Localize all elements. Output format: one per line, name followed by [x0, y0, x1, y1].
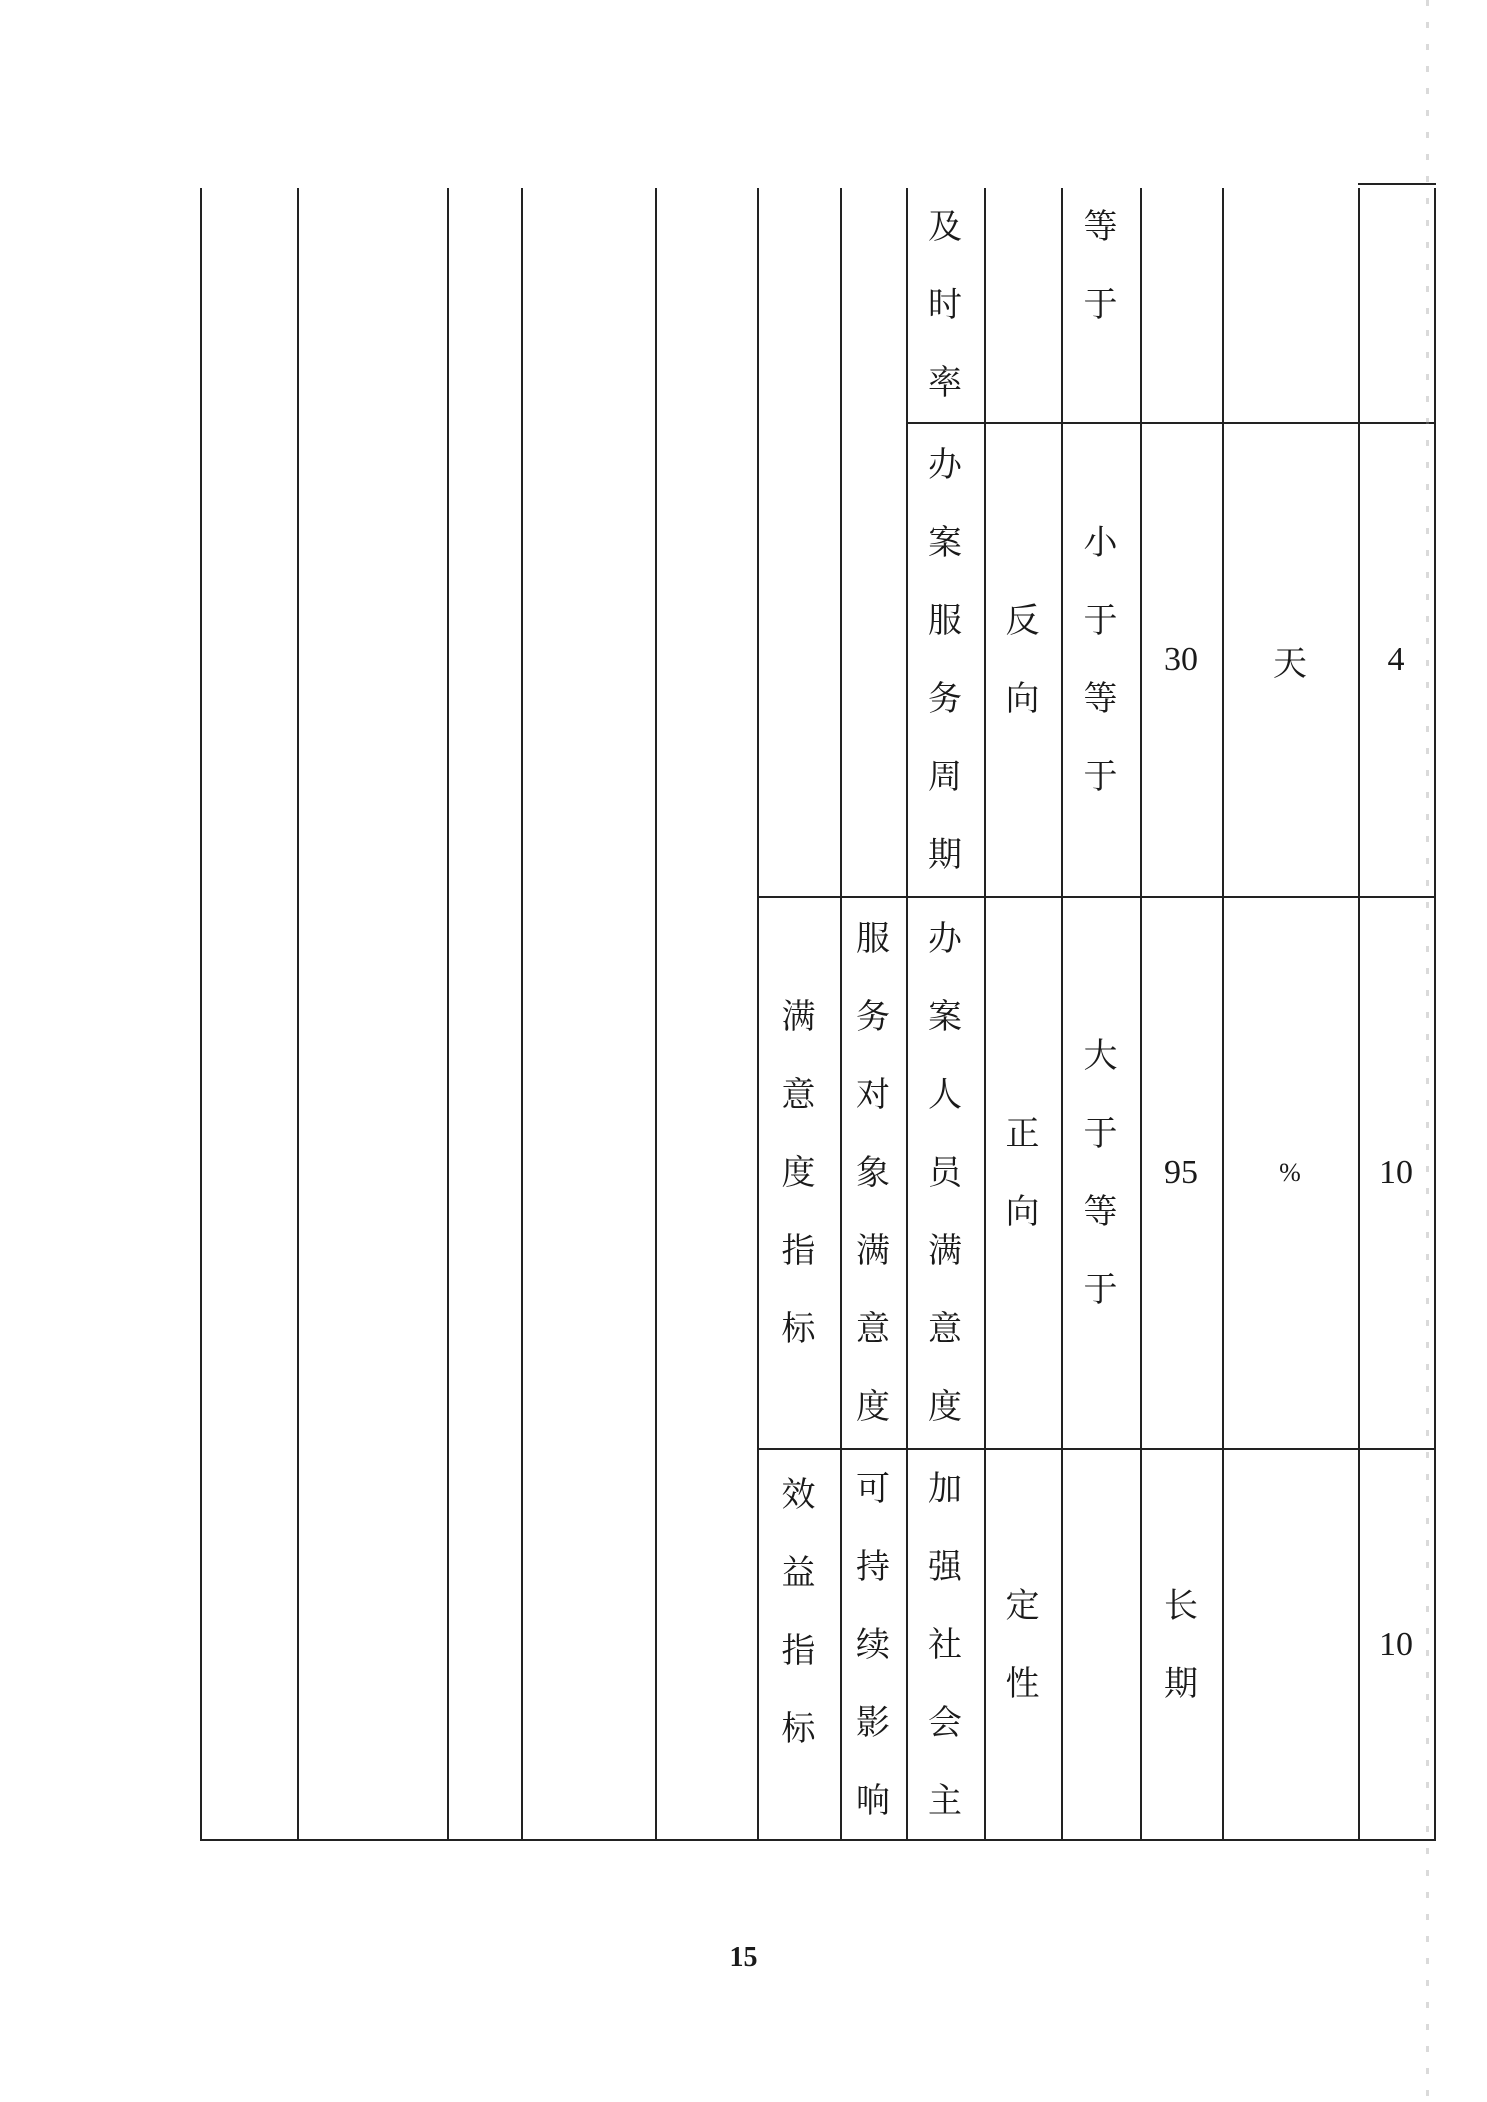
vertical-char: 于: [1083, 757, 1118, 797]
vertical-text: [856, 900, 890, 1446]
vertical-char: 期: [928, 835, 962, 875]
row3-third-level-indicator: [906, 898, 984, 1448]
vertical-text: [1006, 1567, 1040, 1723]
vertical-char: 象: [856, 1153, 890, 1193]
vertical-char: 意: [856, 1309, 890, 1349]
vertical-char: 影: [856, 1703, 890, 1743]
row2-score: 4: [1387, 641, 1405, 678]
row2-unit: 天: [1273, 645, 1307, 683]
vertical-char: 于: [1083, 1114, 1118, 1154]
vertical-text: [928, 426, 962, 894]
vertical-char: 务: [928, 679, 962, 719]
vertical-char: 等: [1083, 1192, 1118, 1232]
vertical-char: 服: [856, 919, 890, 959]
scan-edge-artifact: [1426, 0, 1429, 2102]
column-border-2: [297, 188, 299, 1841]
row2-third-level-indicator: [906, 424, 984, 896]
vertical-char: 效: [781, 1475, 816, 1515]
column-border-14: [1434, 188, 1436, 1841]
vertical-char: 于: [1083, 1270, 1118, 1310]
row2-target-value: 30: [1164, 641, 1198, 678]
vertical-char: 主: [928, 1781, 962, 1821]
row3-first-level-indicator: [757, 898, 840, 1448]
vertical-text: [1006, 582, 1040, 738]
vertical-char: 时: [928, 285, 962, 325]
vertical-char: 大: [1083, 1036, 1118, 1076]
row4-score: 10: [1379, 1625, 1413, 1663]
vertical-char: 率: [928, 363, 962, 403]
vertical-char: 案: [928, 997, 962, 1037]
vertical-text: [928, 1450, 962, 1839]
vertical-char: 响: [856, 1781, 890, 1821]
vertical-char: 度: [781, 1153, 816, 1193]
vertical-char: 可: [856, 1469, 890, 1509]
vertical-char: 益: [781, 1553, 816, 1593]
vertical-char: 社: [928, 1625, 962, 1665]
vertical-char: 办: [928, 445, 962, 485]
vertical-char: 长: [1164, 1585, 1198, 1626]
vertical-char: 办: [928, 919, 962, 959]
vertical-text: [1084, 188, 1118, 344]
vertical-char: 及: [928, 207, 962, 247]
vertical-char: 员: [928, 1153, 962, 1193]
vertical-char: 向: [1005, 1192, 1040, 1232]
vertical-text: [1084, 504, 1118, 816]
vertical-char: 对: [856, 1075, 890, 1115]
vertical-char: 加: [928, 1469, 962, 1509]
vertical-char: 会: [928, 1703, 962, 1743]
vertical-char: 标: [781, 1309, 816, 1349]
row1-third-level-indicator: [906, 188, 984, 422]
page-number: 15: [729, 1942, 758, 1973]
column-border-5: [655, 188, 657, 1841]
vertical-char: 强: [928, 1547, 962, 1587]
row3-second-level-indicator: [840, 898, 906, 1448]
vertical-char: 小: [1083, 523, 1118, 563]
vertical-char: 续: [856, 1625, 890, 1665]
vertical-text: [928, 188, 962, 422]
table-bottom-border: [200, 1839, 1436, 1841]
row3-operator: [1061, 898, 1140, 1448]
vertical-char: 等: [1083, 207, 1118, 247]
row4-direction: [984, 1450, 1061, 1839]
vertical-char: 务: [856, 997, 890, 1037]
vertical-char: 等: [1083, 679, 1118, 719]
row4-third-level-indicator: [906, 1450, 984, 1839]
row4-second-level-indicator: [840, 1450, 906, 1839]
vertical-char: 度: [928, 1387, 962, 1427]
vertical-char: 周: [928, 757, 962, 797]
column-border-1: [200, 188, 202, 1841]
vertical-char: 性: [1005, 1663, 1040, 1704]
vertical-text: [928, 900, 962, 1446]
vertical-text: [1084, 1017, 1118, 1329]
vertical-char: 向: [1005, 679, 1040, 719]
vertical-text: [782, 978, 816, 1368]
row4-first-level-indicator: [757, 1450, 840, 1839]
vertical-char: 意: [781, 1075, 816, 1115]
vertical-char: 期: [1164, 1663, 1198, 1704]
row2-operator: [1061, 424, 1140, 896]
row3-direction: [984, 898, 1061, 1448]
vertical-char: 案: [928, 523, 962, 563]
table-top-edge: [1358, 183, 1436, 185]
vertical-char: 反: [1005, 601, 1040, 641]
row3-unit: %: [1279, 1158, 1301, 1187]
vertical-char: 标: [781, 1709, 816, 1749]
row4-target-value: [1140, 1450, 1222, 1839]
vertical-char: 持: [856, 1547, 890, 1587]
vertical-text: [782, 1456, 816, 1768]
vertical-char: 意: [928, 1309, 962, 1349]
vertical-char: 满: [856, 1231, 890, 1271]
row2-direction: [984, 424, 1061, 896]
vertical-char: 定: [1005, 1585, 1040, 1626]
column-border-3: [447, 188, 449, 1841]
vertical-char: 于: [1083, 601, 1118, 641]
vertical-char: 指: [781, 1631, 816, 1671]
vertical-char: 度: [856, 1387, 890, 1427]
vertical-char: 满: [928, 1231, 962, 1271]
column-border-4: [521, 188, 523, 1841]
vertical-char: 服: [928, 601, 962, 641]
row3-score: 10: [1379, 1154, 1413, 1191]
vertical-char: 正: [1005, 1114, 1040, 1154]
vertical-char: 人: [928, 1075, 962, 1115]
vertical-char: 于: [1083, 285, 1118, 325]
vertical-text: [1164, 1567, 1198, 1723]
row3-target-value: 95: [1164, 1154, 1198, 1191]
vertical-char: 指: [781, 1231, 816, 1271]
vertical-text: [856, 1450, 890, 1839]
vertical-text: [1006, 1095, 1040, 1251]
row1-operator: [1061, 188, 1140, 422]
vertical-char: 满: [781, 997, 816, 1037]
